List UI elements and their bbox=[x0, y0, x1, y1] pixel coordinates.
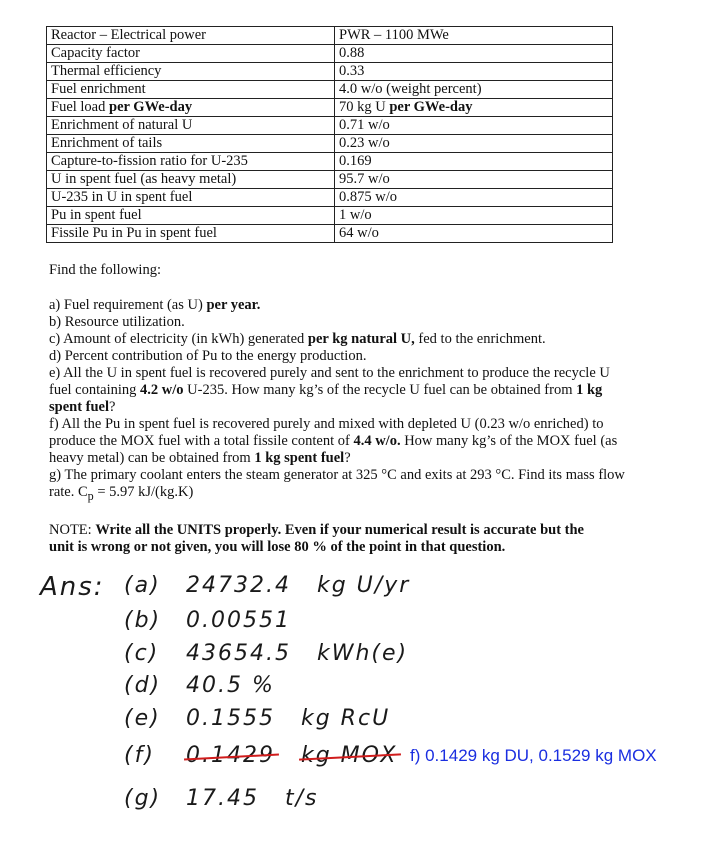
param-value: 95.7 w/o bbox=[335, 171, 613, 189]
answer-a: (a) 24732.4 kg U/yr bbox=[124, 573, 411, 598]
correction-note: f) 0.1429 kg DU, 0.1529 kg MOX bbox=[410, 746, 657, 765]
table-row bbox=[47, 153, 613, 171]
table-row bbox=[47, 45, 613, 63]
answer-b: (b) 0.00551 bbox=[124, 608, 291, 633]
param-label: U in spent fuel (as heavy metal) bbox=[47, 171, 335, 189]
param-value: 0.875 w/o bbox=[335, 189, 613, 207]
table-row bbox=[47, 63, 613, 81]
param-label: Capture-to-fission ratio for U-235 bbox=[47, 153, 335, 171]
param-label: Fuel load per GWe-day bbox=[47, 99, 335, 117]
param-value: 70 kg U per GWe-day bbox=[335, 99, 613, 117]
answer-e: (e) 0.1555 kg RcU bbox=[124, 706, 391, 731]
param-label: Enrichment of tails bbox=[47, 135, 335, 153]
find-heading: Find the following: bbox=[49, 262, 161, 278]
param-label: Pu in spent fuel bbox=[47, 207, 335, 225]
table-row bbox=[47, 81, 613, 99]
question-c: c) Amount of electricity (in kWh) generated per kg natural U, fed to the enrichment. bbox=[49, 331, 546, 347]
answer-g: (g) 17.45 t/s bbox=[124, 786, 319, 811]
param-value: 0.23 w/o bbox=[335, 135, 613, 153]
answer-c: (c) 43654.5 kWh(e) bbox=[124, 641, 409, 666]
param-label: Fuel enrichment bbox=[47, 81, 335, 99]
param-value: 0.169 bbox=[335, 153, 613, 171]
param-value: PWR – 1100 MWe bbox=[335, 27, 613, 45]
question-b: b) Resource utilization. bbox=[49, 314, 185, 330]
question-a: a) Fuel requirement (as U) per year. bbox=[49, 297, 261, 313]
table-row bbox=[47, 189, 613, 207]
question-f: f) All the Pu in spent fuel is recovered purely and mixed with depleted U (0.23 w/o enriched) to produce the MOX fuel with a total fissile content of 4.4 w/o. How many kg’s of the MOX fuel (as heavy metal) can be obtained from 1 kg spent fuel? bbox=[49, 416, 618, 466]
param-value: 64 w/o bbox=[335, 225, 613, 243]
param-value: 4.0 w/o (weight percent) bbox=[335, 81, 613, 99]
struck-answer-f-unit: kg MOX bbox=[300, 743, 398, 768]
param-label: Fissile Pu in Pu in spent fuel bbox=[47, 225, 335, 243]
param-label: Thermal efficiency bbox=[47, 63, 335, 81]
units-note: NOTE: Write all the UNITS properly. Even if your numerical result is accurate but the unit is wrong or not given, you will lose 80 % of the point in that question. bbox=[49, 522, 584, 555]
table-row bbox=[47, 99, 613, 117]
answers-label: Ans: bbox=[40, 572, 105, 602]
param-value: 0.33 bbox=[335, 63, 613, 81]
question-e: e) All the U in spent fuel is recovered purely and sent to the enrichment to produce the recycle U fuel containing 4.2 w/o U-235. How many kg’s of the recycle U fuel can be obtained from 1 kg spent fuel? bbox=[49, 365, 610, 415]
questions-list bbox=[49, 297, 629, 505]
param-value: 0.71 w/o bbox=[335, 117, 613, 135]
question-g: g) The primary coolant enters the steam generator at 325 °C and exits at 293 °C. Find its mass flow rate. $C_p = 5.97$ kJ/(kg.K) bbox=[49, 467, 625, 503]
param-value: 1 w/o bbox=[335, 207, 613, 225]
table-row bbox=[47, 27, 613, 45]
param-label: U-235 in U in spent fuel bbox=[47, 189, 335, 207]
param-label: Enrichment of natural U bbox=[47, 117, 335, 135]
table-row bbox=[47, 225, 613, 243]
question-d: d) Percent contribution of Pu to the energy production. bbox=[49, 348, 367, 364]
table-row bbox=[47, 207, 613, 225]
param-label: Reactor – Electrical power bbox=[47, 27, 335, 45]
table-row bbox=[47, 117, 613, 135]
param-label: Capacity factor bbox=[47, 45, 335, 63]
answer-f: (f) 0.1429 kg MOX bbox=[124, 743, 398, 768]
answer-d: (d) 40.5 % bbox=[124, 673, 275, 698]
reactor-parameters-table bbox=[46, 26, 613, 243]
param-value: 0.88 bbox=[335, 45, 613, 63]
table-row bbox=[47, 171, 613, 189]
table-row bbox=[47, 135, 613, 153]
struck-answer-f-value: 0.1429 bbox=[186, 743, 275, 768]
